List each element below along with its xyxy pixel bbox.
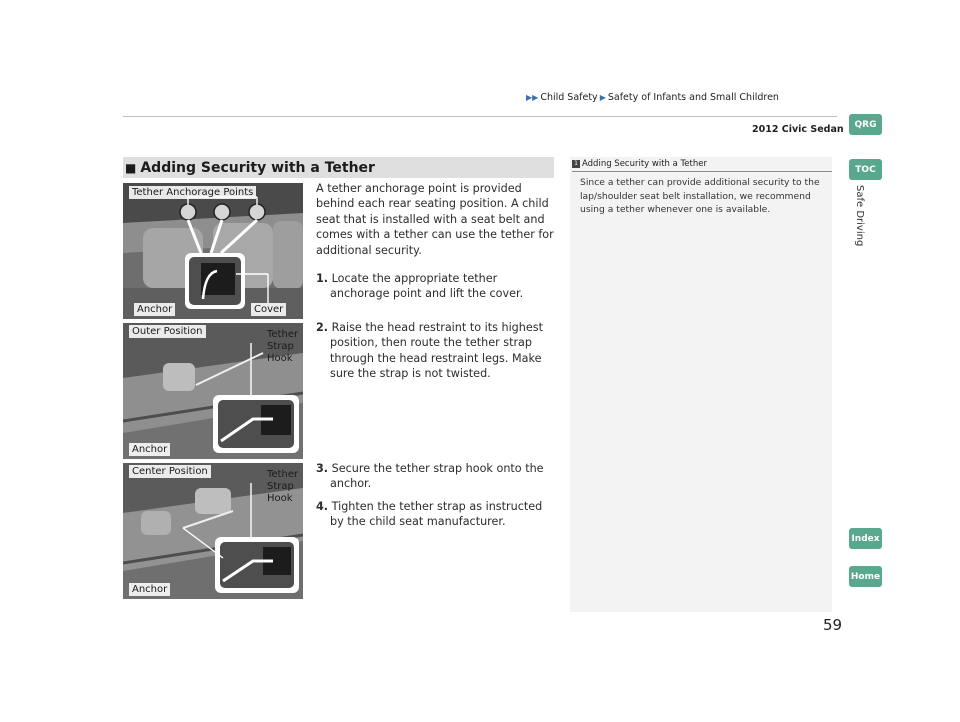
breadcrumb-item-infants[interactable]: Safety of Infants and Small Children bbox=[607, 92, 779, 103]
qrg-button[interactable]: QRG bbox=[849, 114, 882, 135]
step-number: 1. bbox=[316, 272, 329, 285]
note-body: Since a tether can provide additional security to the lap/shoulder seat belt installation, we recommend using a tether whenever one is available. bbox=[580, 177, 820, 215]
section-marker-icon: ■ bbox=[125, 160, 137, 175]
step-number: 4. bbox=[316, 500, 329, 513]
note-marker-icon: 1 bbox=[572, 160, 580, 168]
figure-anchorage-points bbox=[123, 183, 303, 319]
home-button[interactable]: Home bbox=[849, 566, 882, 587]
label-anchor: Anchor bbox=[129, 583, 170, 596]
note-divider bbox=[572, 171, 832, 172]
label-center-position: Center Position bbox=[129, 465, 211, 478]
step-3 bbox=[316, 461, 556, 492]
label-cover: Cover bbox=[251, 303, 286, 316]
rear-seat-illustration bbox=[123, 183, 303, 319]
page-number: 59 bbox=[823, 616, 843, 634]
label-tether-strap-hook: Tether Strap Hook bbox=[267, 329, 299, 364]
intro-paragraph: A tether anchorage point is provided behind each rear seating position. A child seat that is installed with a seat belt and comes with a tether can use the tether for additional security. bbox=[316, 182, 554, 257]
model-name: 2012 Civic Sedan bbox=[752, 124, 844, 135]
section-heading bbox=[123, 157, 554, 178]
step-2 bbox=[316, 320, 556, 382]
label-anchor: Anchor bbox=[134, 303, 175, 316]
breadcrumb-item-child-safety[interactable]: Child Safety bbox=[540, 92, 598, 103]
figure-center-position bbox=[123, 463, 303, 599]
step-number: 2. bbox=[316, 321, 329, 334]
figure-outer-position bbox=[123, 323, 303, 459]
section-title: Adding Security with a Tether bbox=[140, 159, 375, 176]
breadcrumb-arrow-icon: ▶ bbox=[599, 93, 606, 102]
step-1 bbox=[316, 271, 556, 302]
toc-button[interactable]: TOC bbox=[849, 159, 882, 180]
step-4 bbox=[316, 499, 556, 530]
step-text: Locate the appropriate tether anchorage point and lift the cover. bbox=[330, 272, 524, 301]
label-tether-strap-hook: Tether Strap Hook bbox=[267, 469, 299, 504]
index-button[interactable]: Index bbox=[849, 528, 882, 549]
step-text: Secure the tether strap hook onto the anchor. bbox=[330, 462, 544, 491]
step-number: 3. bbox=[316, 462, 329, 475]
header-divider bbox=[123, 116, 837, 117]
note-title[interactable] bbox=[572, 159, 707, 169]
note-title-text: Adding Security with a Tether bbox=[582, 159, 707, 169]
step-text: Raise the head restraint to its highest position, then route the tether strap through the head restraint legs. Make sure the strap is not twisted. bbox=[330, 321, 543, 381]
label-tether-anchorage-points: Tether Anchorage Points bbox=[129, 186, 256, 199]
label-anchor: Anchor bbox=[129, 443, 170, 456]
label-outer-position: Outer Position bbox=[129, 325, 206, 338]
breadcrumb-arrow-icon: ▶▶ bbox=[526, 93, 539, 102]
section-tab-safe-driving[interactable]: Safe Driving bbox=[854, 185, 865, 247]
breadcrumb bbox=[524, 92, 779, 103]
note-panel bbox=[570, 157, 832, 612]
step-text: Tighten the tether strap as instructed by the child seat manufacturer. bbox=[330, 500, 543, 529]
